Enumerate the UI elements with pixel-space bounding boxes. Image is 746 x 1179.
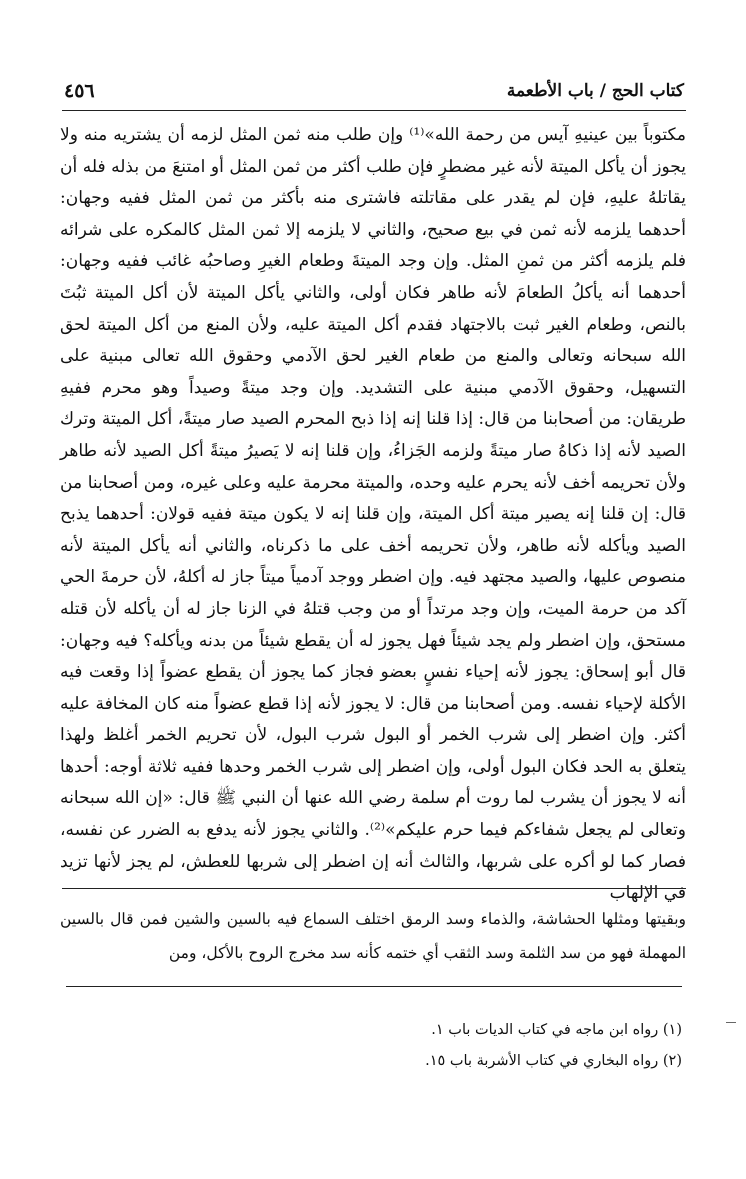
- commentary-block: [60, 902, 686, 970]
- commentary-paragraph: وبقيتها ومثلها الحشاشة، والذماء وسد الرمق اختلف السماع فيه بالسين والشين فمن قال بالسين المهملة فهو من سد الثلمة وسد الثقب أي ختمه كأنه سد مخرج الروح بالأكل، ومن: [60, 910, 686, 962]
- page-number: ٤٥٦: [64, 80, 95, 102]
- footnote-rule: [66, 986, 682, 987]
- chapter-title: كتاب الحج / باب الأطعمة: [506, 81, 684, 101]
- header-rule: [62, 110, 686, 111]
- footnote-1: (١) رواه ابن ماجه في كتاب الديات باب ١.: [431, 1022, 682, 1038]
- main-text: [60, 120, 686, 910]
- body-paragraph: مكتوباً بين عينيهِ آيس من رحمة الله»⁽¹⁾ وإن طلب منه ثمن المثل لزمه أن يشتريه منه ولا يجوز أن يأكل الميتة لأنه غير مضطرٍ فإن طلب أكثر من ثمن المثل أو امتنعَ من بذله فله أن يقاتلهُ عليهِ، فإن لم يقدر على مقاتلته فاشترى منه بأكثر من ثمن المثل ففيه وجهان: أحدهما يلزمه لأنه ثمن في بيع صحيح، والثاني لا يلزمه إلا ثمن المثل كالمكره على شرائه فلم يلزمه أكثر من ثمنِ المثل. وإن وجد الميتةَ وطعام الغيرِ وصاحبُه غائب ففيه وجهان: أحدهما أنه يأكلُ الطعامَ لأنه طاهر فكان أولى، والثاني يأكل الميتة لأن أكل الميتة ثبُتَ بالنص، وطعام الغير ثبت بالاجتهاد فقدم أكل الميتة عليه، ولأن المنع من أكل الميتة لحق الله سبحانه وتعالى والمنع من طعام الغير لحق الآدمي وحقوق الله تعالى مبنية على التسهيل، وحقوق الآدمي مبنية على التشديد. وإن وجد ميتةً وصيداً وهو محرم ففيهِ طريقان: من أصحابنا من قال: إذا قلنا إنه إذا ذبح المحرم الصيد صار ميتةً، أكل الميتة وترك الصيد لأنه إذا ذكاهُ صار ميتةً ولزمه الجَزاءُ، وإن قلنا إنه لا يَصيرُ ميتةً أكل الصيد لأنه طاهر ولأن تحريمه أخف لأنه يحرم عليه وحده، والميتة محرمة عليه وعلى غيره، ومن أصحابنا من قال: إن قلنا إنه يصير ميتة أكل الميتة، وإن قلنا إنه لا يكون ميتة ففيه قولان: أحدهما يذبح الصيد ويأكله لأنه طاهر، ولأن تحريمه أخف على ما ذكرناه، والثاني أنه يأكل الميتة لأنه منصوص عليها، والصيد مجتهد فيه. وإن اضطر ووجد آدمياً ميتاً جاز له أكلهُ، لأن حرمةَ الحي آكد من حرمة الميت، وإن وجد مرتداً أو من وجب قتلهُ في الزنا جاز له أن يأكله لأن قتله مستحق، وإن اضطر ولم يجد شيئاً فهل يجوز له أن يقطع شيئاً من بدنه ويأكله؟ فيه وجهان: قال أبو إسحاق: يجوز لأنه إحياء نفسٍ بعضو فجاز كما يجوز أن يقطع عضواً إذا وقعت فيه الأكلة لإحياء نفسه. ومن أصحابنا من قال: لا يجوز لأنه إذا قطع عضواً منه كان المخافة عليه أكثر. وإن اضطر إلى شرب الخمر أو البول شرب البول، لأن تحريم الخمر أغلظ ولهذا يتعلق به الحد فكان البول أولى، وإن اضطر إلى شرب الخمر وحدها ففيه ثلاثة أوجه: أحدها أنه لا يجوز أن يشرب لما روت أم سلمة رضي الله عنها أن النبي ﷺ قال: «إن الله سبحانه وتعالى لم يجعل شفاءكم فيما حرم عليكم»⁽²⁾. والثاني يجوز لأنه يدفع به الضرر عن نفسه، فصار كما لو أكره على شربها، والثالث أنه إن اضطر إلى شربها للعطش، لم يجز لأنها تزيد في الإلهاب: [60, 125, 687, 904]
- footnotes: [60, 1015, 682, 1077]
- commentary-rule: [62, 888, 686, 889]
- footnote-2: (٢) رواه البخاري في كتاب الأشربة باب ١٥.: [425, 1053, 682, 1069]
- margin-mark: [726, 1022, 736, 1023]
- running-header: [64, 80, 684, 110]
